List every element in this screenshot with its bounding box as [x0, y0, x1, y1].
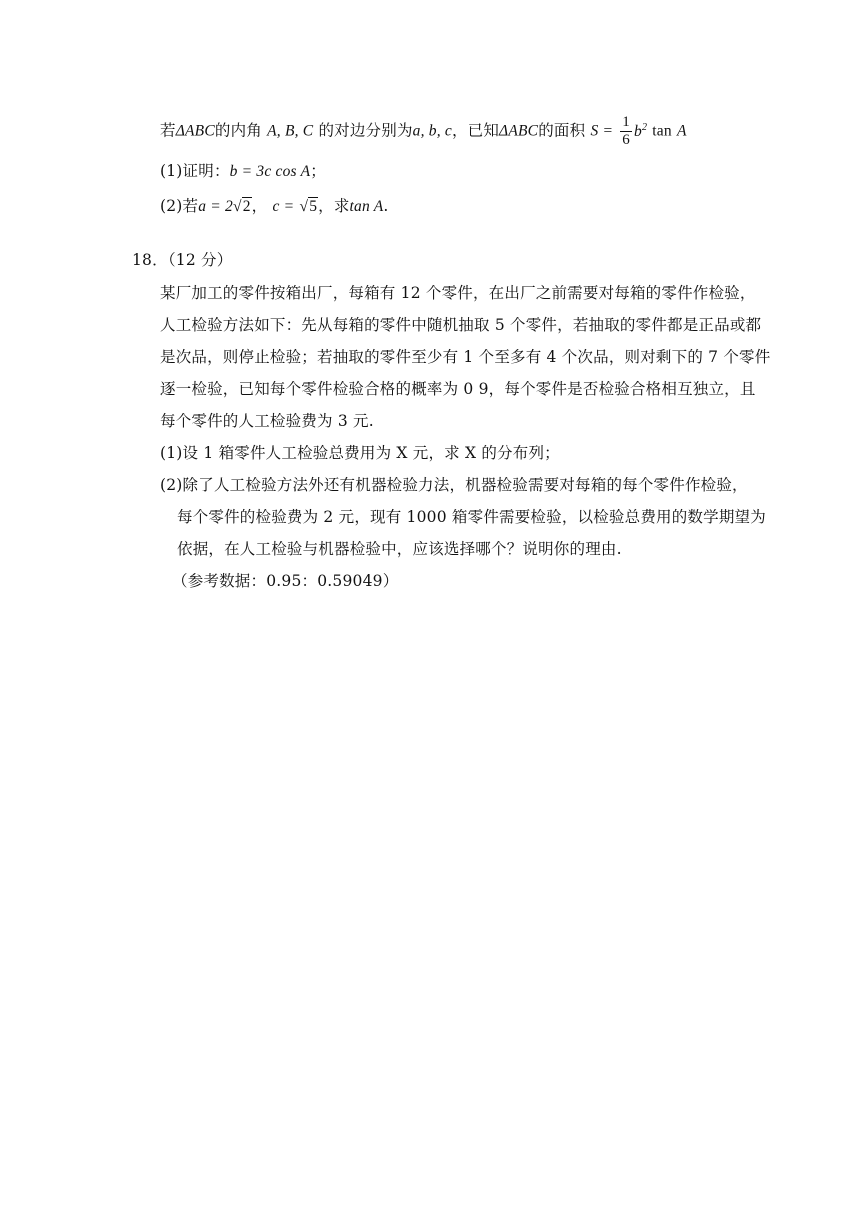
- text: ，求: [318, 197, 350, 215]
- triangle-abc-2: ΔABC: [499, 122, 539, 140]
- fraction-denominator: 6: [622, 132, 630, 148]
- problem17-part2: [160, 195, 389, 218]
- tan-a: tan A: [349, 198, 384, 215]
- sqrt-two: √2: [232, 198, 251, 215]
- problem18-header: 18．（12 分）: [132, 251, 233, 269]
- angle-a: A: [676, 122, 687, 140]
- angles: A, B, C: [267, 122, 314, 140]
- text: ，已知: [451, 121, 500, 140]
- problem18-line-4: 逐一检验，已知每个零件检验合格的概率为 0 9，每个零件是否检验合格相互独立，且: [160, 380, 756, 398]
- radicand: 5: [309, 198, 318, 215]
- exponent: 2: [641, 121, 648, 133]
- problem18-reference-data: （参考数据：0.95：0.59049）: [172, 572, 399, 590]
- problem18-question-1: (1)设 1 箱零件人工检验总费用为 X 元，求 X 的分布列；: [160, 444, 560, 462]
- b-base: b: [634, 122, 642, 140]
- text: 的内角: [214, 121, 262, 140]
- tan-function: tan: [652, 122, 672, 140]
- problem17-statement: [160, 114, 687, 149]
- radicand: 2: [242, 198, 251, 215]
- fraction-numerator: 1: [622, 114, 630, 130]
- problem18-question-2-line-3: 依据，在人工检验与机器检验中，应该选择哪个？说明你的理由.: [177, 540, 622, 558]
- problem18-line-1: 某厂加工的零件按箱出厂，每箱有 12 个零件，在出厂之前需要对每箱的零件作检验，: [160, 284, 756, 302]
- text: .: [383, 197, 389, 215]
- b-squared: [634, 123, 647, 140]
- text: 的面积: [538, 121, 586, 140]
- a-equation: a = 2: [198, 198, 233, 215]
- problem17-part1: [160, 160, 326, 183]
- c-equation: c =: [272, 198, 295, 215]
- sides: a, b, c: [412, 122, 452, 140]
- problem18-line-2: 人工检验方法如下：先从每箱的零件中随机抽取 5 个零件，若抽取的零件都是正品或都: [160, 316, 762, 334]
- text: 若: [160, 121, 176, 140]
- area-symbol: S =: [590, 122, 614, 140]
- fraction-one-sixth: [620, 114, 632, 149]
- part-label: (2)若: [160, 197, 199, 215]
- part-label: (1)证明：: [160, 162, 230, 180]
- problem18-line-5: 每个零件的人工检验费为 3 元.: [160, 412, 374, 430]
- problem18-line-3: 是次品，则停止检验；若抽取的零件至少有 1 个至多有 4 个次品，则对剩下的 7 个零件: [160, 348, 771, 366]
- text: ，: [251, 197, 268, 215]
- triangle-abc: ΔABC: [175, 122, 215, 140]
- problem18-question-2-line-1: (2)除了人工检验方法外还有机器检验力法，机器检验需要对每箱的每个零件作检验，: [160, 476, 748, 494]
- text: ；: [310, 162, 326, 180]
- text: 的对边分别为: [318, 121, 413, 140]
- problem18-question-2-line-2: 每个零件的检验费为 2 元，现有 1000 箱零件需要检验，以检验总费用的数学期望为: [177, 508, 766, 526]
- part1-equation: b = 3c cos A: [229, 163, 311, 180]
- sqrt-five: √5: [299, 198, 318, 215]
